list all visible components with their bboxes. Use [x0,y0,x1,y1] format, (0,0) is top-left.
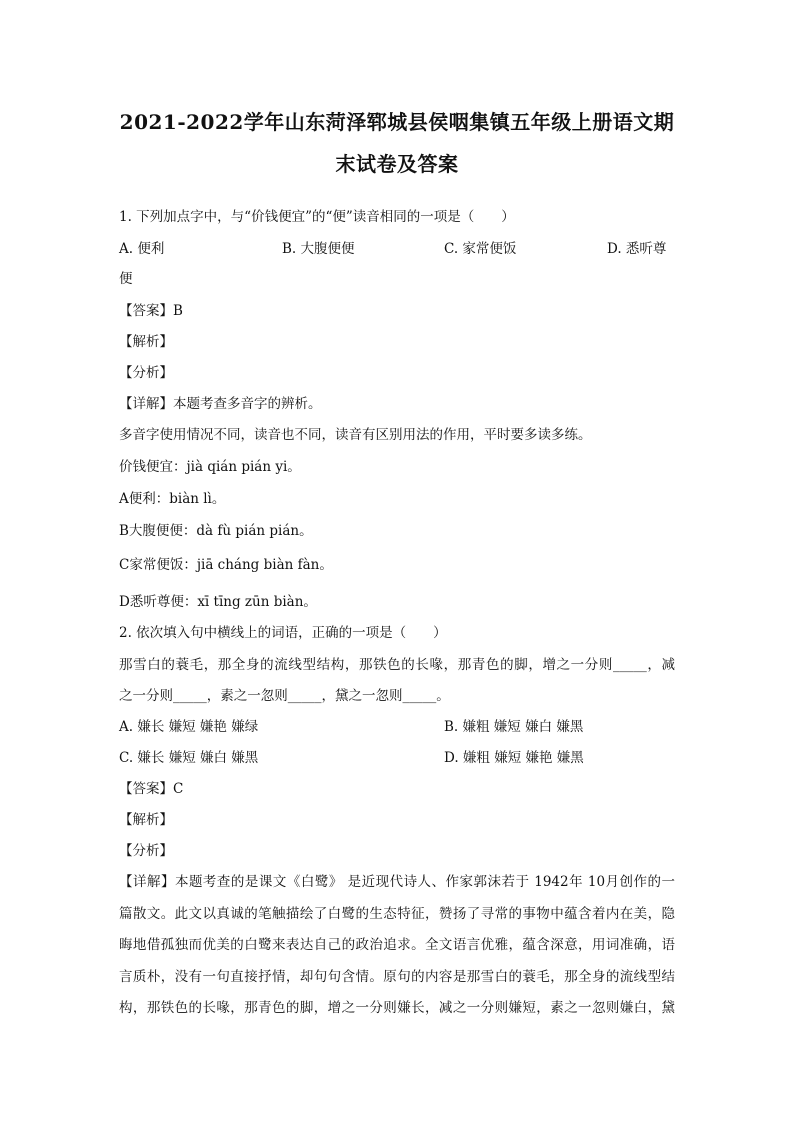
q1-detail-line: C家常便饭：jiā cháng biàn fàn。 [119,557,333,573]
q1-stem: 1. 下列加点字中，与“价钱便宜”的“便”读音相同的一项是（ ） [119,209,515,225]
q2-option-a: A. 嫌长 嫌短 嫌艳 嫌绿 [119,719,259,735]
q1-option-b: B. 大腹便便 [282,241,355,257]
q2-passage-line-2: 之一分则_____，素之一忽则_____，黛之一忽则_____。 [119,688,450,704]
q2-detail-line: 言质朴，没有一句直接抒情，却句句含情。原句的内容是那雪白的蓑毛，那全身的流线型结 [119,969,675,985]
q2-answer: 【答案】C [119,781,184,797]
q2-fenxi-label: 【分析】 [119,843,173,859]
document-title-line-2: 末试卷及答案 [335,152,459,176]
q1-analysis-label: 【解析】 [119,334,173,350]
q1-answer: 【答案】B [119,303,183,319]
q2-analysis-label: 【解析】 [119,812,173,828]
q2-detail-line: 【详解】本题考查的是课文《白鹭》 是近现代诗人、作家郭沫若于 1942年 10月创作的一 [119,874,675,890]
q2-detail-line: 构，那铁色的长喙，那青色的脚，增之一分则嫌长，减之一分则嫌短，素之一忽则嫌白，黛 [119,1000,675,1016]
q2-detail-line: 篇散文。此文以真诚的笔触描绘了白鹭的生态特征，赞扬了寻常的事物中蕴含着内在美，隐 [119,906,675,922]
q1-option-d-wrap: 便 [119,271,133,287]
q2-option-d: D. 嫌粗 嫌短 嫌艳 嫌黑 [444,750,584,766]
q1-detail: 【详解】本题考查多音字的辨析。 [119,396,322,412]
q2-option-c: C. 嫌长 嫌短 嫌白 嫌黑 [119,750,259,766]
q1-detail-line: 多音字使用情况不同，读音也不同，读音有区别用法的作用，平时要多读多练。 [119,427,592,443]
q1-option-d: D. 悉听尊 [607,241,667,257]
q1-detail-line: A便利：biàn lì。 [119,491,226,507]
q2-stem: 2. 依次填入句中横线上的词语，正确的一项是（ ） [119,625,447,641]
q1-option-c: C. 家常便饭 [444,241,517,257]
q2-passage-line-1: 那雪白的蓑毛，那全身的流线型结构，那铁色的长喙，那青色的脚，增之一分则_____，减 [119,657,675,673]
q1-fenxi-label: 【分析】 [119,365,173,381]
q1-detail-line: 价钱便宜：jià qián pián yi。 [119,459,301,475]
q1-detail-line: D悉听尊便：xī tīng zūn biàn。 [119,594,317,610]
q1-option-a: A. 便利 [119,241,165,257]
q1-detail-line: B大腹便便：dà fù pián pián。 [119,523,313,539]
document-title-line-1: 2021-2022学年山东菏泽郓城县侯咽集镇五年级上册语文期 [119,110,675,134]
q2-detail-line: 晦地借孤独而优美的白鹭来表达自己的政治追求。全文语言优雅，蕴含深意，用词准确，语 [119,937,675,953]
q2-option-b: B. 嫌粗 嫌短 嫌白 嫌黑 [444,719,584,735]
